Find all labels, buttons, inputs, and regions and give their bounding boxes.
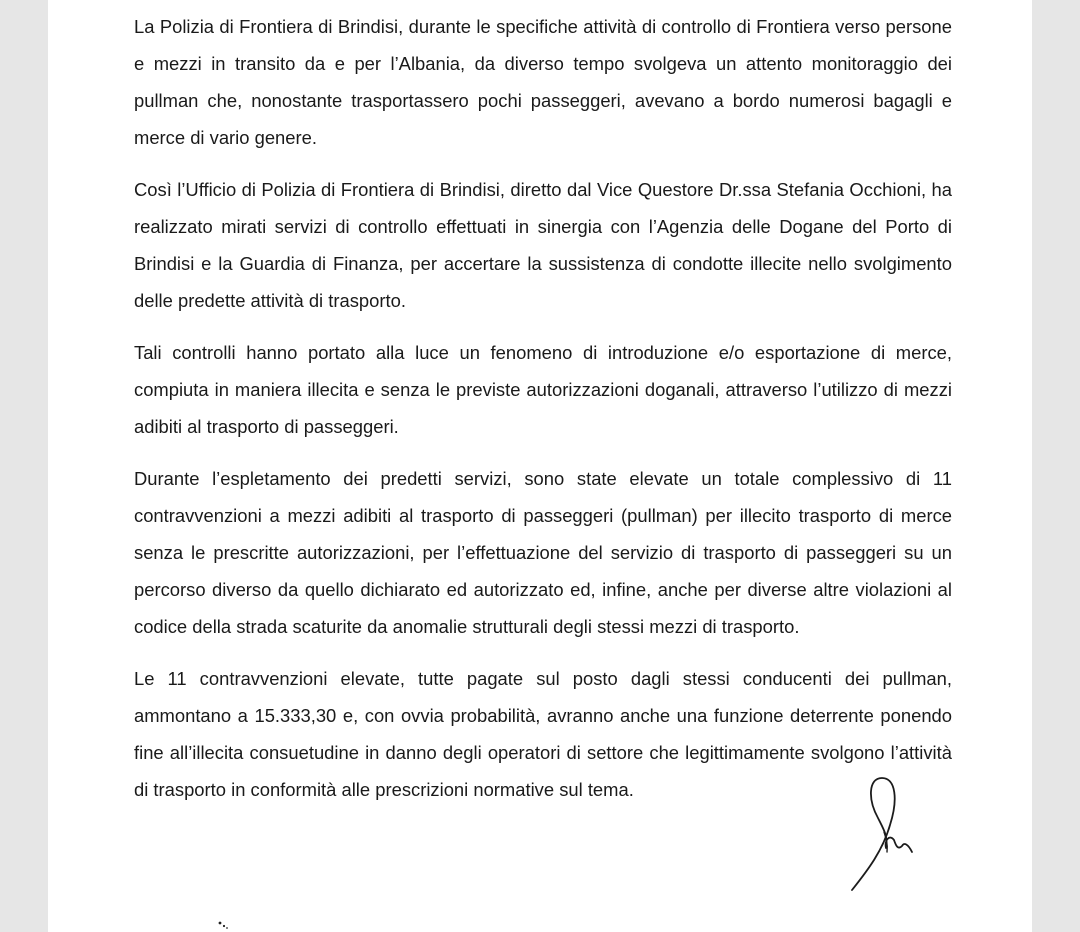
paragraph-1: La Polizia di Frontiera di Brindisi, durante le specifiche attività di controllo di Frontiera verso persone e mezzi in transito da e per l’Albania, da diverso tempo svolgeva un attento monitoraggio dei pullman che, nonostante trasportassero pochi passeggeri, avevano a bordo numerosi bagagli e merce di vario genere. — [134, 16, 952, 148]
paragraph-5: Le 11 contravvenzioni elevate, tutte pagate sul posto dagli stessi conducenti dei pullman, ammontano a 15.333,30 e, con ovvia probabilità, avranno anche una funzione deterrente ponendo fine all’illecita consuetudine in danno degli operatori di settore che legittimamente svolgono l’attività di trasporto in conformità alle prescrizioni normative sul tema. — [134, 668, 952, 800]
ink-speck — [216, 920, 230, 930]
document-body — [134, 8, 952, 823]
signature-icon — [838, 770, 938, 900]
paragraph-3: Tali controlli hanno portato alla luce un fenomeno di introduzione e/o esportazione di merce, compiuta in maniera illecita e senza le previste autorizzazioni doganali, attraverso l’utilizzo di mezzi adibiti al trasporto di passeggeri. — [134, 342, 952, 437]
paragraph-4: Durante l’espletamento dei predetti servizi, sono state elevate un totale complessivo di 11 contravvenzioni a mezzi adibiti al trasporto di passeggeri (pullman) per illecito trasporto di merce senza le prescritte autorizzazioni, per l’effettuazione del servizio di trasporto di passeggeri su un percorso diverso da quello dichiarato ed autorizzato ed, infine, anche per diverse altre violazioni al codice della strada scaturite da anomalie strutturali degli stessi mezzi di trasporto. — [134, 468, 952, 637]
document-page — [48, 0, 1032, 932]
paragraph-2: Così l’Ufficio di Polizia di Frontiera di Brindisi, diretto dal Vice Questore Dr.ssa Stefania Occhioni, ha realizzato mirati servizi di controllo effettuati in sinergia con l’Agenzia delle Dogane del Porto di Brindisi e la Guardia di Finanza, per accertare la sussistenza di condotte illecite nello svolgimento delle predette attività di trasporto. — [134, 179, 952, 311]
